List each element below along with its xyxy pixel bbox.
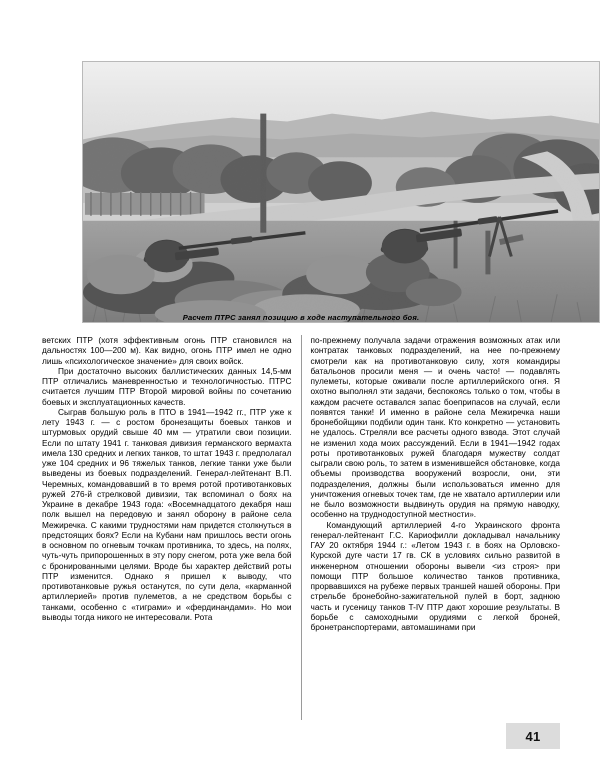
- page-number-badge: [506, 723, 560, 749]
- paragraph: по-прежнему получала задачи отражения возможных атак или контратак танковых подразделений, на нее по-прежнему смотрели как на противотанковую силу, хотя командиры батальонов просили меня — и очень часто! — подавлять пулеметы, которые оживали после артиллерийского огня. Я охотно выполнял эти задачи, беспокоясь только о том, чтобы в каждом расчете оставался запас боеприпасов на случай, если появятся танки! И именно в районе села Межиречка наши бронебойщики подбили один танк. Кто конкретно — установить не удалось. Стреляли все расчеты одного взвода. Этот случай не изменил хода моих рассуждений. Если в 1941—1942 годах роты противотанковых ружей благодаря мужеству солдат сыграли свою роль, то затем в изменившейся обстановке, когда объемы производства вооружений возросли, они, эти подразделения, должны были использоваться именно для уничтожения огневых точек там, где не хватало артиллерии или не было возможности выдвинуть орудия на прямую наводку, особенно на труднодоступной местности».: [310, 335, 560, 520]
- page-number: 41: [525, 728, 541, 744]
- text-column-left: [42, 335, 301, 725]
- paragraph: Командующий артиллерией 4-го Украинского фронта генерал-лейтенант Г.С. Кариофилли докладывал начальнику ГАУ 20 октября 1944 г.: «Летом 1943 г. в боях на Орловско-Курской дуге части 17 гв. СК в условиях сильно развитой в инженерном отношении обороны вывели <из строя> при помощи ПТР большое количество танков противника, прорвавшихся на рубеже первых траншей нашей обороны. При стрельбе бронебойно-зажигательной пулей в борт, заднюю часть и гусеницу танков T-IV ПТР дают хорошие результаты. В борьбе с самоходными орудиями с легкой броней, бронетранспортерами, автомашинами при: [310, 519, 560, 632]
- photograph-frame: [82, 61, 600, 323]
- paragraph: ветских ПТР (хотя эффективным огонь ПТР становился на дальностях 100—200 м). Как видно, огонь ПТР имел не одно лишь «психологическое значение» для своих войск.: [42, 335, 292, 366]
- photograph-figure: [82, 61, 600, 323]
- paragraph: При достаточно высоких баллистических данных 14,5-мм ПТР отличались маневренностью и технологичностью. ПТРС считается лучшим ПТР Второй мировой войны по сочетанию боевых и эксплуатационных качеств.: [42, 365, 292, 407]
- text-column-right: [302, 335, 561, 725]
- photograph-image: [83, 62, 599, 322]
- photograph-caption: Расчет ПТРС занял позицию в ходе наступательного боя.: [182, 313, 420, 322]
- paragraph: Сыграв большую роль в ПТО в 1941—1942 гг., ПТР уже к лету 1943 г. — с ростом бронезащиты боевых танков и штурмовых орудий свыше 40 мм — утратили свои позиции. Если по штату 1941 г. танковая дивизия германского вермахта имела 130 средних и легких танков, то штат 1943 г. предполагал уже 104 средних и 96 тяжелых танков, легкие танки уже были выведены из боевых подразделений. Генерал-лейтенант В.П. Черемных, командовавший в то время ротой противотанковых ружей 276-й стрелковой дивизии, так вспоминал о боях на Украине в декабре 1943 года: «Восемнадцатого декабря наш полк вышел на передовую и занял оборону в районе села Межиречка. С какими трудностями нам придется столкнуться в предстоящих боях? Если на Кубани нам пришлось вести огонь в основном по огневым точкам противника, то здесь, на полях, чуть-чуть припорошенных в эту пору снегом, рота уже вела бой с бронированными целями. Вроде бы характер действий роты ПТР изменится. Однако я пришел к выводу, что противотанковые ружья останутся, по сути дела, «карманной артиллерией» против пулеметов, а не средством борьбы с танками, особенно с «тиграми» и «фердинандами». Но мои выводы тогда никого не интересовали. Рота: [42, 406, 292, 622]
- article-body: [42, 335, 560, 725]
